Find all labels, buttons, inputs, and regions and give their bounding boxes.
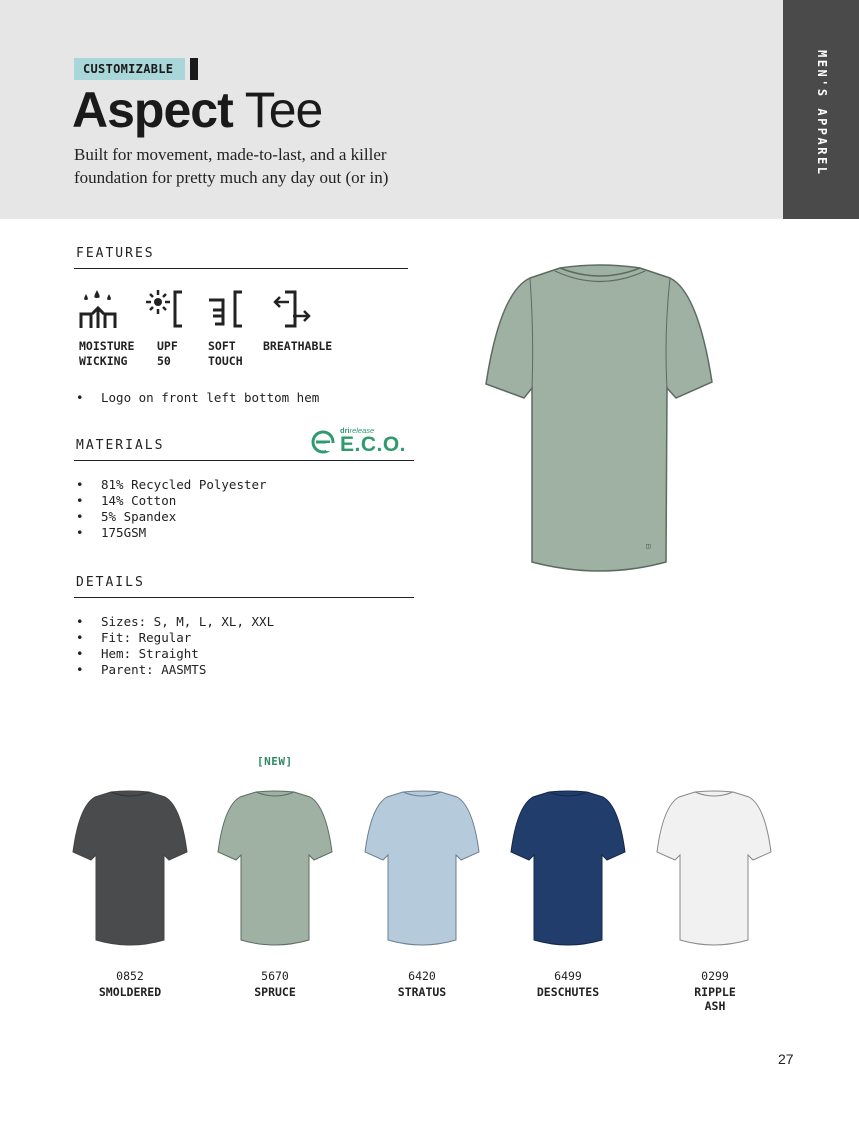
product-title: [72, 80, 322, 140]
drirelease-eco-logo: [310, 426, 420, 456]
product-subtitle: [74, 143, 494, 189]
feature-label-upf: UPF 50: [157, 339, 178, 368]
color-code: 0852: [116, 969, 144, 983]
shirt-swatch-stratus: [363, 790, 481, 948]
list-item: • Fit: Regular: [76, 630, 274, 646]
eco-logo-big: E.C.O.: [340, 433, 407, 456]
color-code: 5670: [261, 969, 289, 983]
main-shirt-body: [486, 265, 712, 571]
materials-bullets: [76, 477, 267, 541]
swatch-deschutes: [509, 790, 627, 948]
main-product-image: [484, 264, 716, 581]
swatch-ripple-ash: [655, 790, 773, 948]
shirt-swatch-ripple-ash: [655, 790, 773, 948]
materials-rule: [74, 460, 414, 461]
color-name-ripple-ash: RIPPLE ASH: [694, 985, 736, 1013]
list-item: • Hem: Straight: [76, 646, 274, 662]
new-badge: [NEW]: [257, 755, 293, 768]
feature-label-moisture: MOISTURE WICKING: [79, 339, 135, 368]
features-rule: [74, 268, 408, 269]
breathable-icon: [273, 288, 313, 330]
color-name: SPRUCE: [254, 985, 296, 999]
shirt-swatch-deschutes: [509, 790, 627, 948]
list-item: • Logo on front left bottom hem: [76, 390, 319, 406]
upf-sun-icon: [146, 288, 186, 330]
list-item: • 81% Recycled Polyester: [76, 477, 267, 493]
title-light: Tee: [244, 82, 323, 138]
customizable-badge: CUSTOMIZABLE: [74, 58, 185, 80]
svg-text:◫: ◫: [646, 542, 651, 550]
badge-bar: [190, 58, 198, 80]
color-code: 0299: [701, 969, 729, 983]
color-code: 6499: [554, 969, 582, 983]
moisture-wicking-icon: [78, 288, 118, 330]
list-item: • Parent: AASMTS: [76, 662, 274, 678]
subtitle-line-1: Built for movement, made-to-last, and a killer: [74, 145, 387, 164]
shirt-swatch-spruce: [216, 790, 334, 948]
color-name: STRATUS: [397, 985, 447, 999]
title-bold: Aspect: [72, 82, 233, 138]
color-code: 6420: [408, 969, 436, 983]
list-item: • Sizes: S, M, L, XL, XXL: [76, 614, 274, 630]
side-tab: [783, 0, 859, 219]
side-tab-label: MEN'S APPAREL: [815, 50, 829, 177]
details-bullets: [76, 614, 274, 678]
swatch-smoldered: [71, 790, 189, 948]
features-bullets: [76, 390, 319, 406]
feature-label-soft: SOFT TOUCH: [208, 339, 243, 368]
soft-touch-icon: [207, 288, 247, 330]
subtitle-line-2: foundation for pretty much any day out (or in): [74, 168, 389, 187]
features-heading: FEATURES: [76, 246, 155, 261]
details-rule: [74, 597, 414, 598]
list-item: • 14% Cotton: [76, 493, 267, 509]
page-number: 27: [778, 1051, 794, 1067]
swatch-spruce: [216, 790, 334, 948]
details-heading: DETAILS: [76, 575, 145, 590]
eco-leaf-icon: [310, 429, 336, 455]
color-name: DESCHUTES: [536, 985, 600, 999]
feature-label-breathable: BREATHABLE: [263, 339, 333, 353]
eco-logo-small: drirelease: [340, 426, 375, 435]
list-item: • 175GSM: [76, 525, 267, 541]
materials-heading: MATERIALS: [76, 438, 165, 453]
color-name: SMOLDERED: [98, 985, 162, 999]
shirt-swatch-smoldered: [71, 790, 189, 948]
swatch-stratus: [363, 790, 481, 948]
list-item: • 5% Spandex: [76, 509, 267, 525]
